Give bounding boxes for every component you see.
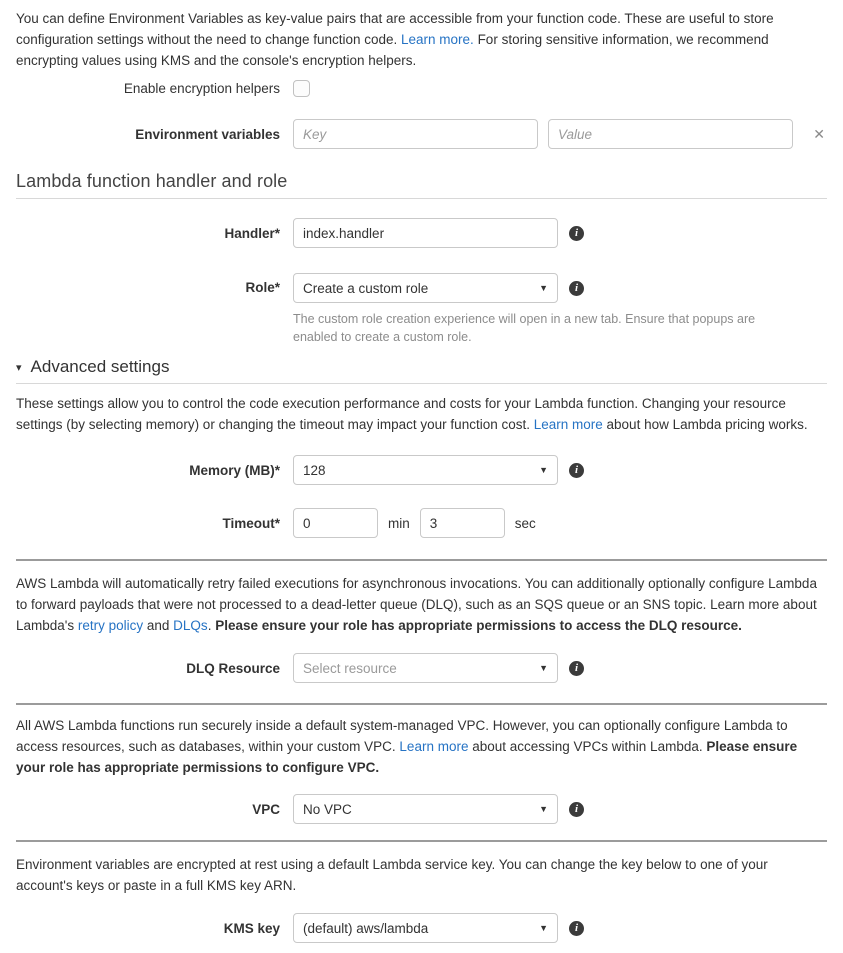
timeout-label: Timeout* [222,515,280,531]
role-select[interactable] [293,273,558,303]
dlq-resource-row [16,653,827,683]
encryption-helpers-label: Enable encryption helpers [123,80,280,96]
env-var-key-input[interactable] [293,119,538,149]
advanced-settings-title: Advanced settings [30,357,170,376]
vpc-paragraph [16,715,827,778]
env-var-value-input[interactable] [548,119,793,149]
dlq-text-1: AWS Lambda will automatically retry failed executions for asynchronous invocations. You can additionally optionally configure Lambda to forward payloads that were not processed to a dead-letter queue (DLQ), such as an SQS queue or an SNS topic. Learn more about Lambda's [16,576,817,633]
memory-select-value: 128 [303,462,326,478]
vpc-select-value: No VPC [303,801,352,817]
kms-key-row [16,913,827,943]
encryption-helpers-row [16,77,827,99]
remove-env-var-icon[interactable]: ✕ [813,126,825,142]
learn-more-link-env-vars[interactable]: Learn more. [401,32,474,47]
vpc-label: VPC [252,801,280,817]
timeout-min-unit: min [388,515,410,531]
handler-label: Handler* [224,225,280,241]
intro-text-2: For storing sensitive information, we recommend encrypting values using KMS and the console's encryption helpers. [16,32,769,68]
handler-role-title-rule [16,198,827,199]
section-divider [16,840,827,842]
dlq-paragraph [16,573,827,636]
chevron-down-icon: ▼ [539,803,548,814]
vpc-text-1: All AWS Lambda functions run securely inside a default system-managed VPC. However, you can optionally configure Lambda to access resources, such as databases, within your custom VPC. [16,718,788,754]
memory-select[interactable] [293,455,558,485]
timeout-min-input[interactable] [293,508,378,538]
role-row [16,273,827,346]
role-help-text: The custom role creation experience will open in a new tab. Ensure that popups are enabled to create a custom role. [293,312,756,344]
section-divider [16,559,827,561]
timeout-row [16,508,827,538]
advanced-text-2: about how Lambda pricing works. [602,417,808,432]
chevron-down-icon: ▼ [539,922,548,933]
vpc-permissions-warning: Please ensure your role has appropriate permissions to configure VPC. [16,739,798,775]
timeout-sec-input[interactable] [420,508,505,538]
advanced-text-1: These settings allow you to control the code execution performance and costs for your Lambda function. Changing your resource settings (by selecting memory) or changing the timeout may impact your function cost. [16,396,786,432]
environment-variables-row [16,119,827,149]
vpc-info-icon[interactable]: i [569,802,584,817]
memory-label: Memory (MB)* [189,462,280,478]
kms-key-select[interactable] [293,913,558,943]
vpc-select[interactable] [293,794,558,824]
dlq-resource-label: DLQ Resource [186,660,280,676]
env-vars-intro-paragraph [16,8,827,71]
kms-info-icon[interactable]: i [569,921,584,936]
handler-row [16,218,827,248]
vpc-text-2: about accessing VPCs within Lambda. [468,739,707,754]
learn-more-link-vpc[interactable]: Learn more [399,739,469,754]
dlq-resource-placeholder: Select resource [303,660,397,676]
encryption-helpers-checkbox[interactable] [293,80,310,97]
kms-paragraph: Environment variables are encrypted at rest using a default Lambda service key. You can change the key below to one of your account's keys or paste in a full KMS key ARN. [16,857,768,893]
intro-text-1: You can define Environment Variables as key-value pairs that are accessible from your function code. These are useful to store configuration settings without the need to change function code. [16,11,774,47]
handler-info-icon[interactable]: i [569,226,584,241]
environment-variables-label: Environment variables [135,126,280,142]
role-select-value: Create a custom role [303,280,429,296]
dlq-permissions-warning: Please ensure your role has appropriate permissions to access the DLQ resource. [215,618,742,633]
memory-info-icon[interactable]: i [569,463,584,478]
retry-policy-link[interactable]: retry policy [77,618,144,633]
chevron-down-icon: ▼ [539,464,548,475]
dlqs-link[interactable]: DLQs [173,618,208,633]
dlq-resource-select[interactable] [293,653,558,683]
dlq-text-2: and [143,618,174,633]
advanced-settings-paragraph [16,393,827,435]
section-divider [16,703,827,705]
dlq-info-icon[interactable]: i [569,661,584,676]
advanced-settings-toggle[interactable] [16,357,827,377]
timeout-sec-unit: sec [514,515,536,531]
handler-role-section-title: Lambda function handler and role [16,171,288,191]
memory-row [16,455,827,485]
advanced-settings-title-rule [16,383,827,384]
kms-key-select-value: (default) aws/lambda [303,920,429,936]
chevron-down-icon: ▼ [539,662,548,673]
learn-more-link-pricing[interactable]: Learn more [533,417,603,432]
dlq-text-3: . [207,618,216,633]
disclosure-triangle-icon: ▾ [16,361,22,374]
role-label: Role* [245,280,280,295]
kms-key-label: KMS key [223,920,280,936]
role-info-icon[interactable]: i [569,281,584,296]
handler-input[interactable] [293,218,558,248]
vpc-row [16,794,827,824]
chevron-down-icon: ▼ [539,282,548,293]
